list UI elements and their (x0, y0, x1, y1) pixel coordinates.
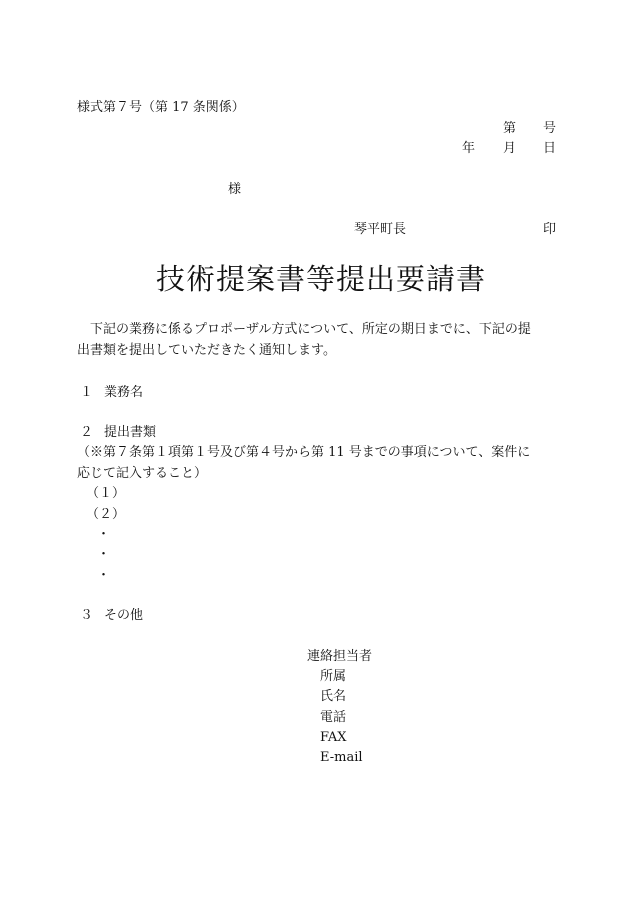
section-2-note-line-1: （※第７条第１項第１号及び第４号から第 11 号までの事項について、案件に (77, 445, 531, 460)
bullet-item: ・ (97, 527, 111, 542)
section-2-label: 提出書類 (104, 425, 157, 440)
doc-number-prefix: 第 (503, 121, 517, 136)
list-item: （１） (86, 486, 126, 501)
section-1-label: 業務名 (104, 385, 144, 400)
body-line-1: 下記の業務に係るプロポーザル方式について、所定の期日までに、下記の提 (90, 322, 531, 337)
bullet-item: ・ (97, 547, 111, 562)
list-item: （２） (86, 507, 126, 522)
contact-field-phone: 電話 (320, 710, 347, 725)
document-title: 技術提案書等提出要請書 (156, 262, 487, 296)
sender-name: 琴平町長 (354, 222, 407, 237)
section-2-note-line-2: 応じて記入すること） (77, 466, 208, 481)
contact-field-name: 氏名 (320, 689, 347, 704)
body-line-2: 出書類を提出していただきたく通知します。 (77, 343, 336, 358)
form-label: 様式第７号（第 17 条関係） (77, 100, 245, 115)
date-month: 月 (503, 141, 517, 156)
date-day: 日 (543, 141, 557, 156)
date-year: 年 (462, 141, 476, 156)
doc-number-suffix: 号 (543, 121, 557, 136)
contact-field-fax: FAX (320, 730, 347, 745)
contact-field-department: 所属 (320, 669, 347, 684)
contact-heading: 連絡担当者 (307, 649, 373, 664)
section-3-label: その他 (104, 608, 144, 623)
section-1-number: １ (80, 385, 94, 400)
seal-mark: 印 (543, 222, 557, 237)
bullet-item: ・ (97, 568, 111, 583)
section-2-number: ２ (80, 425, 94, 440)
contact-field-email: E-mail (320, 750, 363, 765)
section-3-number: ３ (80, 608, 94, 623)
recipient-honorific: 様 (228, 182, 242, 197)
